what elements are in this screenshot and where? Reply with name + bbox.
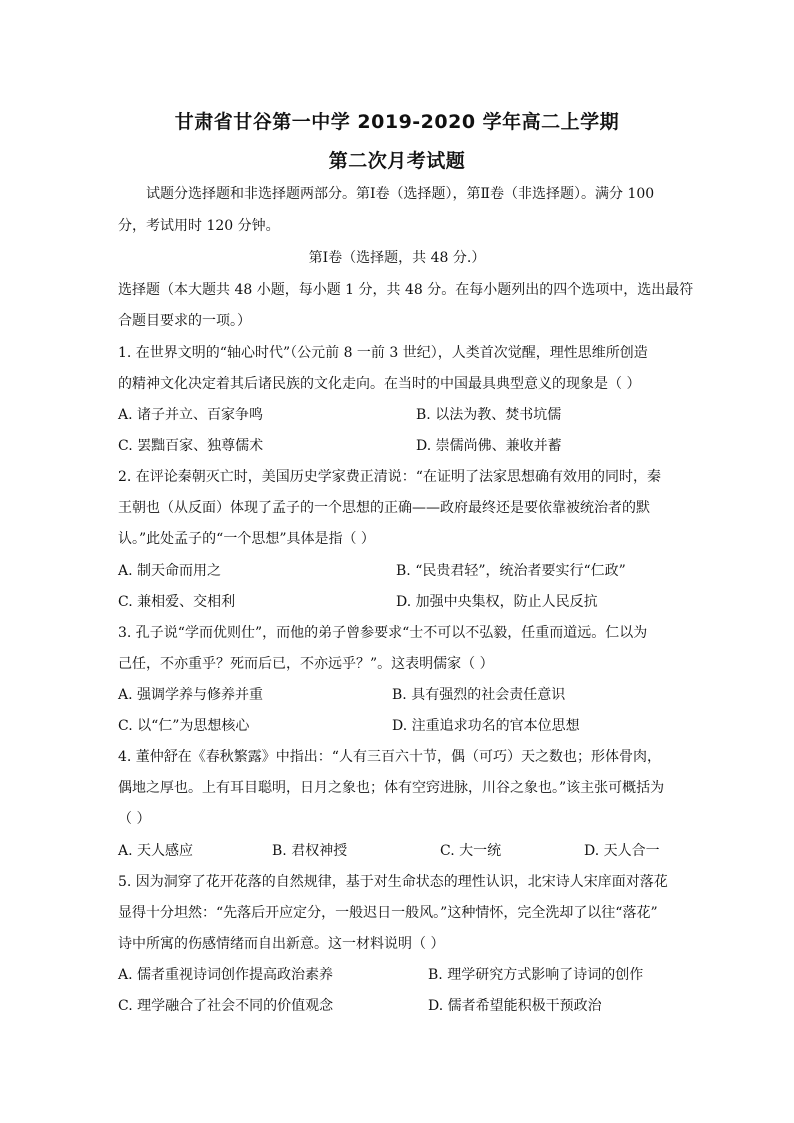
- instructions-line1: 选择题（本大题共 48 小题，每小题 1 分，共 48 分。在每小题列出的四个选项中，选出最符: [118, 282, 694, 298]
- question-5-option-d: D. 儒者希望能积极干预政治: [428, 998, 602, 1014]
- question-3-option-d: D. 注重追求功名的官本位思想: [392, 718, 580, 734]
- question-1-option-d: D. 崇儒尚佛、兼收并蓄: [416, 438, 562, 454]
- question-5-line1: 5. 因为洞穿了花开花落的自然规律，基于对生命状态的理性认识，北宋诗人宋庠面对落花: [118, 874, 668, 890]
- question-3-option-a: A. 强调学养与修养并重: [118, 687, 264, 703]
- question-2-line2: 王朝也（从反面）体现了孟子的一个思想的正确——政府最终还是要依靠被统治者的默: [118, 500, 650, 516]
- question-2-option-c: C. 兼相爱、交相利: [118, 594, 236, 610]
- intro-line1: 试题分选择题和非选择题两部分。第Ⅰ卷（选择题），第Ⅱ卷（非选择题）。满分 100: [146, 186, 655, 202]
- exam-title-line2: 第二次月考试题: [328, 150, 466, 172]
- intro-line2: 分，考试用时 120 分钟。: [118, 218, 280, 234]
- question-4-option-d: D. 天人合一: [584, 843, 660, 859]
- question-1-option-a: A. 诸子并立、百家争鸣: [118, 407, 264, 423]
- question-5-option-a: A. 儒者重视诗词创作提高政治素养: [118, 967, 334, 983]
- question-5-line2: 显得十分坦然：“先落后开应定分，一般迟日一般风。”这种情怀，完全洗却了以往“落花”: [118, 905, 658, 921]
- question-1-option-c: C. 罢黜百家、独尊儒术: [118, 438, 264, 454]
- question-2-option-a: A. 制天命而用之: [118, 563, 222, 579]
- question-2-line1: 2. 在评论秦朝灭亡时，美国历史学家费正清说：“在证明了法家思想确有效用的同时，秦: [118, 469, 661, 485]
- exam-title-line1: 甘肃省甘谷第一中学 2019-2020 学年高二上学期: [174, 111, 620, 133]
- question-4-option-a: A. 天人感应: [118, 843, 194, 859]
- instructions-line2: 合题目要求的一项。）: [118, 313, 251, 329]
- question-5-line3: 诗中所寓的伤感情绪而自出新意。这一材料说明（ ）: [118, 936, 445, 952]
- question-5-option-c: C. 理学融合了社会不同的价值观念: [118, 998, 334, 1014]
- question-4-line2: 偶地之厚也。上有耳目聪明，日月之象也；体有空窍进脉，川谷之象也。”该主张可概括为: [118, 780, 665, 796]
- question-3-line1: 3. 孔子说“学而优则仕”，而他的弟子曾参要求“士不可以不弘毅，任重而道远。仁以为: [118, 625, 648, 641]
- question-1-line1: 1. 在世界文明的“轴心时代”（公元前 8 一前 3 世纪），人类首次觉醒，理性思维所创造: [118, 345, 648, 361]
- question-1-option-b: B. 以法为教、焚书坑儒: [416, 407, 562, 423]
- section-heading: 第Ⅰ卷（选择题，共 48 分.）: [308, 250, 486, 266]
- question-2-option-d: D. 加强中央集权，防止人民反抗: [396, 594, 598, 610]
- question-3-option-b: B. 具有强烈的社会责任意识: [392, 687, 566, 703]
- question-4-option-b: B. 君权神授: [272, 843, 348, 859]
- question-4-line1: 4. 董仲舒在《春秋繁露》中指出：“人有三百六十节，偶（可巧）天之数也；形体骨肉，: [118, 749, 661, 765]
- question-5-option-b: B. 理学研究方式影响了诗词的创作: [428, 967, 644, 983]
- question-4-option-c: C. 大一统: [440, 843, 502, 859]
- question-3-line2: 己任，不亦重乎？死而后已，不亦远乎？”。这表明儒家（ ）: [118, 656, 494, 672]
- question-2-option-b: B. “民贵君轻”，统治者要实行“仁政”: [396, 563, 626, 579]
- question-4-line3: （ ）: [118, 811, 151, 827]
- question-3-option-c: C. 以“仁”为思想核心: [118, 718, 250, 734]
- question-1-line2: 的精神文化决定着其后诸民族的文化走向。在当时的中国最具典型意义的现象是（ ）: [118, 376, 641, 392]
- question-2-line3: 认。”此处孟子的“一个思想”具体是指（ ）: [118, 531, 375, 547]
